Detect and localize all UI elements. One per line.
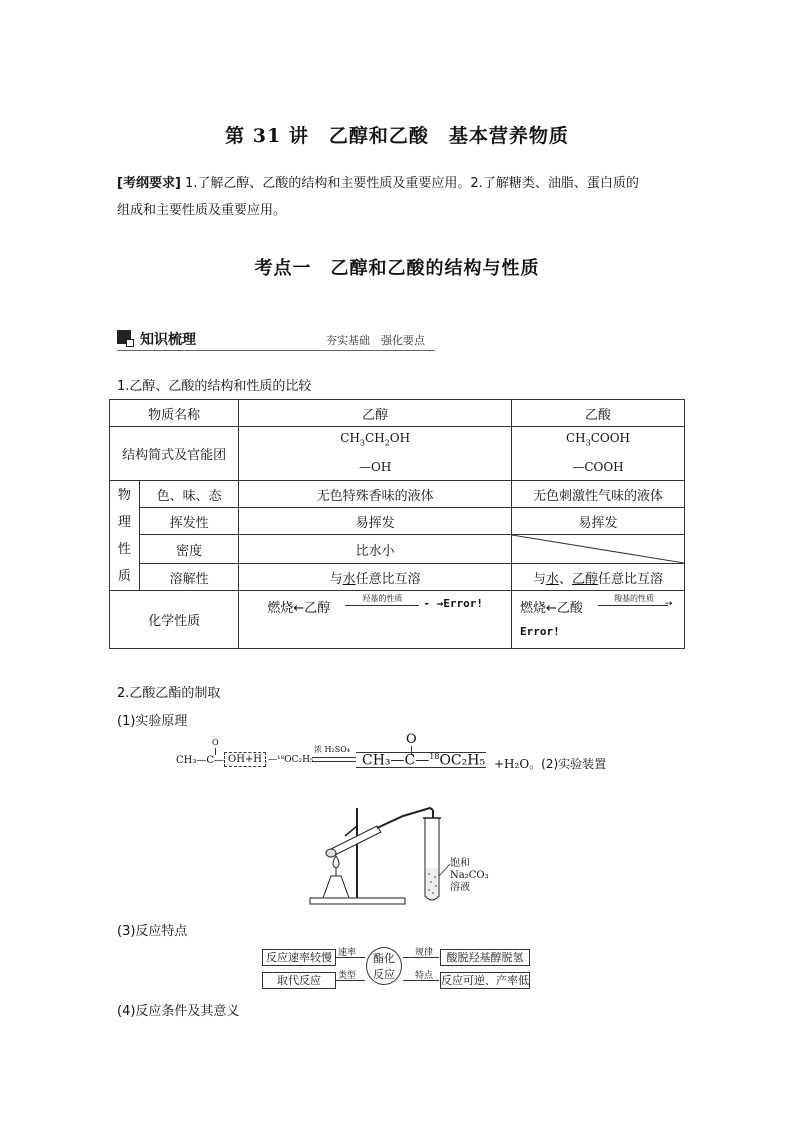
table-row [110, 535, 685, 564]
row-label-volatile: 挥发性 [139, 508, 239, 535]
acid-structure: $CH_3COOH$ —COOH [511, 427, 684, 481]
reaction-equation [176, 732, 696, 788]
acid-arrow-label: 羧基的性质 [613, 594, 654, 604]
row-label-chemical: 化学性质 [110, 591, 239, 649]
sub-features: (3)反应特点 [117, 924, 188, 939]
acid-density-empty [511, 535, 684, 564]
ethanol-solubility: 与水任意比互溶 [239, 564, 512, 591]
ethanol-structure: $CH_3CH_2OH$ —OH [239, 427, 512, 481]
reactant-oxygen: O [212, 738, 219, 747]
acid-error: Error! [519, 625, 560, 639]
table-row [110, 400, 685, 427]
kaodian-title: 考点一 乙醇和乙酸的结构与性质 [254, 258, 540, 279]
reactant-double-bond [215, 748, 216, 755]
trait-box: 反应可逆、产率低 [441, 974, 529, 987]
table-row [110, 591, 685, 649]
reactant-alcohol: —¹⁸OC₂H₅ [268, 755, 314, 765]
rule-label: 规律 [415, 948, 434, 958]
acid-color: 无色刺激性气味的液体 [511, 481, 684, 508]
table-header-ethanol: 乙醇 [239, 400, 512, 427]
row-label-structure: 结构简式及官能团 [110, 427, 239, 481]
table-row [110, 508, 685, 535]
table-row [110, 427, 685, 481]
trait-label: 特点 [415, 971, 434, 981]
features-diagram [262, 945, 532, 991]
ethanol-density: 比水小 [239, 535, 512, 564]
ethanol-arrow-line [345, 605, 419, 606]
acid-solubility: 与水、乙醇任意比互溶 [511, 564, 684, 591]
acid-volatile: 易挥发 [511, 508, 684, 535]
forward-arrow [312, 757, 356, 758]
row-label-solubility: 溶解性 [139, 564, 239, 591]
reverse-arrow [312, 761, 356, 762]
apparatus-label: 饱和 Na₂CO₃ 溶液 [450, 858, 489, 893]
section-divider [117, 350, 435, 351]
ethanol-functional-group: —OH [359, 460, 392, 475]
acid-chemical: 燃烧←乙酸 羧基的性质 → Error! [511, 591, 684, 649]
product-ester: CH₃—C—$^{18}$OC₂H₅ [362, 752, 486, 769]
diagonal-line [512, 535, 684, 563]
section-header-sub: 夯实基础 强化要点 [326, 334, 425, 347]
table-header-name: 物质名称 [110, 400, 239, 427]
comparison-table [109, 399, 685, 649]
product-oxygen: O [406, 732, 417, 747]
acid-arrow-line [598, 605, 668, 606]
row-label-density: 密度 [139, 535, 239, 564]
sec1-title: 1.乙醇、乙酸的结构和性质的比较 [117, 379, 312, 394]
type-box: 取代反应 [262, 972, 336, 989]
ethanol-arrow-label: 羟基的性质 [362, 594, 403, 604]
table-header-acid: 乙酸 [511, 400, 684, 427]
section-marker-icon [117, 330, 131, 344]
sec2-title: 2.乙酸乙酯的制取 [117, 686, 221, 701]
table-row [110, 481, 685, 508]
rate-label: 速率 [338, 948, 357, 958]
esterification-circle: 酯化 反应 [366, 947, 402, 985]
ethanol-color: 无色特殊香味的液体 [239, 481, 512, 508]
rate-box: 反应速率较慢 [262, 949, 336, 966]
ethanol-chemical: 燃烧←乙醇 羟基的性质 - →Error! [239, 591, 512, 649]
type-label: 类型 [338, 971, 357, 981]
acid-functional-group: —COOH [572, 460, 624, 475]
sub-principle: (1)实验原理 [117, 714, 188, 729]
rate-connector [335, 957, 365, 958]
requirements-line1: 1.了解乙醇、乙酸的结构和主要性质及重要应用。2.了解糖类、油脂、蛋白质的 [185, 176, 639, 191]
page-title: 第 31 讲 乙醇和乙酸 基本营养物质 [225, 125, 569, 147]
ethanol-error: Error! [443, 597, 483, 611]
reactant-acyl: CH₃—C— [176, 755, 225, 766]
section-header-label: 知识梳理 [140, 332, 196, 348]
exam-requirements [117, 170, 687, 224]
row-label-color: 色、味、态 [139, 481, 239, 508]
table-row [110, 564, 685, 591]
catalyst-label: 浓 H₂SO₄ [314, 745, 350, 754]
reactant-box: OH+H [224, 752, 266, 767]
rule-box: 酸脱羟基醇脱氢 [440, 949, 530, 966]
ethanol-volatile: 易挥发 [239, 508, 512, 535]
type-connector [335, 980, 365, 981]
requirements-line2: 组成和主要性质及重要应用。 [117, 203, 287, 218]
product-water: +H₂O。(2)实验装置 [494, 757, 607, 771]
sub-conditions: (4)反应条件及其意义 [117, 1004, 240, 1019]
physical-properties-label: 物 理 性 质 [110, 481, 140, 591]
requirements-tag: [考纲要求] [117, 176, 181, 191]
